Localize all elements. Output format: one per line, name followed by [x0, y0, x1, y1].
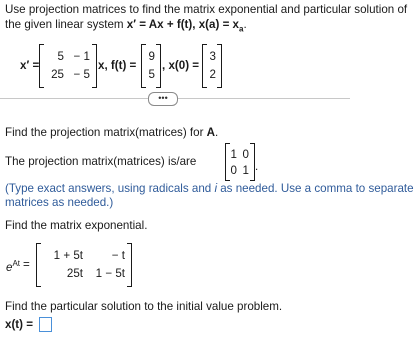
e-exponent: At	[12, 259, 21, 268]
matrix-a-cell: 25	[51, 68, 64, 81]
part2-prompt: Find the matrix exponential.	[5, 219, 148, 232]
matrix-exponential-answer[interactable]	[36, 243, 132, 287]
matrix-exp-cell: 1 − 5t	[95, 267, 125, 280]
projection-matrix-cell: 0	[230, 164, 237, 177]
instructions-line-2: matrices as needed.)	[5, 196, 114, 209]
matrix-exp-cell: − t	[111, 249, 125, 262]
subscript-a: a	[239, 24, 244, 34]
x-t-label: x(t) =	[5, 318, 34, 331]
part3-prompt: Find the particular solution to the initial value problem.	[5, 300, 283, 313]
projection-matrix-answer[interactable]	[225, 143, 255, 181]
vector-f-cell: 9	[148, 50, 155, 63]
part1-prompt	[5, 126, 218, 140]
imaginary-i: i	[214, 182, 218, 195]
projection-matrix-cell: 1	[242, 164, 249, 177]
matrix-a	[39, 44, 97, 88]
problem-line-2-text: the given linear system	[5, 18, 127, 31]
vector-f-cell: 5	[148, 68, 155, 81]
period: .	[255, 160, 259, 173]
vector-x0	[202, 44, 222, 88]
period: .	[243, 18, 247, 31]
matrix-a-cell: − 1	[73, 50, 90, 63]
e-base: e	[6, 260, 13, 274]
matrix-exp-cell: 25t	[66, 267, 83, 280]
instructions-text: (Type exact answers, using radicals and	[5, 182, 215, 195]
x-ft-label: x, f(t) =	[98, 59, 137, 72]
e-at-label	[6, 257, 20, 275]
more-button[interactable]: •••	[148, 92, 178, 106]
matrix-a-cell: − 5	[73, 68, 90, 81]
vector-x0-cell: 2	[209, 68, 216, 81]
instructions-line-1	[5, 182, 414, 196]
matrix-a-cell: 5	[57, 50, 64, 63]
equals: =	[23, 258, 30, 271]
problem-line-2	[5, 18, 247, 36]
matrix-exp-cell: 1 + 5t	[53, 249, 83, 262]
particular-solution-input[interactable]	[39, 317, 52, 332]
system-equation: x′ = Ax + f(t), x(a) = x	[126, 18, 240, 31]
x-prime-label: x′ =	[20, 59, 40, 72]
projection-matrix-cell: 1	[230, 148, 237, 161]
period: .	[215, 126, 219, 139]
x0-label: , x(0) =	[162, 59, 200, 72]
part1-answer-label: The projection matrix(matrices) is/are	[5, 155, 197, 168]
matrix-a-symbol: A	[206, 126, 216, 139]
part1-prompt-text: Find the projection matrix(matrices) for	[5, 126, 207, 139]
vector-x0-cell: 3	[209, 50, 216, 63]
projection-matrix-cell: 0	[242, 148, 249, 161]
instructions-text: as needed. Use a comma to separate	[217, 182, 414, 195]
vector-f	[141, 44, 161, 88]
problem-line-1: Use projection matrices to find the matrix exponential and particular solution of	[5, 3, 408, 16]
